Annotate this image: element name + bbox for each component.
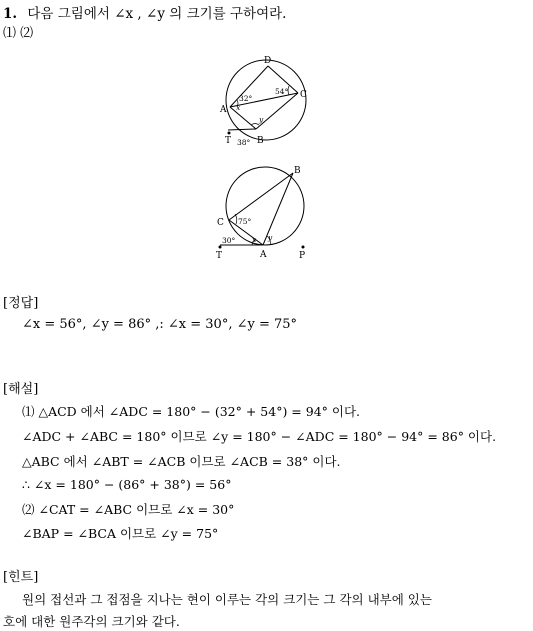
label-t: T <box>216 251 223 261</box>
problem-number: 1. <box>3 6 18 22</box>
explanation-line: ⑴ △ACD 에서 ∠ADC = 180° − (32° + 54°) = 94° 이다. <box>22 404 360 419</box>
label-t: T <box>225 136 232 146</box>
label-y: y <box>259 115 264 124</box>
label-x: x <box>236 103 241 112</box>
hint-header: [힌트] <box>3 570 39 585</box>
hint-line-2: 호에 대한 원주각의 크기와 같다. <box>3 614 180 629</box>
point-p <box>302 246 305 249</box>
figure-1-diagram <box>215 50 315 155</box>
explanation-line: ∠BAP = ∠BCA 이므로 ∠y = 75° <box>22 526 219 541</box>
figure-2-diagram <box>210 160 315 265</box>
angle-54: 54° <box>275 87 289 96</box>
figure-2-circle <box>226 167 304 245</box>
label-b: B <box>294 166 301 176</box>
problem-heading <box>3 2 286 22</box>
point-t <box>219 246 222 249</box>
explanation-line: ∴ ∠x = 180° − (86° + 38°) = 56° <box>22 477 232 492</box>
explanation-header: [해설] <box>3 382 39 397</box>
label-p: P <box>299 251 306 261</box>
label-c: C <box>300 90 307 100</box>
explanation-line: ⑵ ∠CAT = ∠ABC 이므로 ∠x = 30° <box>22 502 235 517</box>
explanation-line: △ABC 에서 ∠ABT = ∠ACB 이므로 ∠ACB = 38° 이다. <box>22 454 341 469</box>
angle-32: 32° <box>239 94 253 103</box>
hint-line-1: 원의 접선과 그 접점을 지나는 현이 이루는 각의 크기는 그 각의 내부에 있는 <box>22 592 432 607</box>
chord-ab <box>230 107 256 129</box>
label-d: D <box>264 56 272 66</box>
angle-30: 30° <box>222 236 236 245</box>
problem-statement: 다음 그림에서 ∠x , ∠y 의 크기를 구하여라. <box>27 6 287 22</box>
label-x: x <box>252 235 257 244</box>
label-y: y <box>268 233 273 242</box>
label-c: C <box>217 218 224 228</box>
label-b: B <box>257 136 264 146</box>
angle-75: 75° <box>238 217 252 226</box>
label-a: A <box>260 250 267 260</box>
explanation-line: ∠ADC + ∠ABC = 180° 이므로 ∠y = 180° − ∠ADC = 180° − 94° = 86° 이다. <box>22 429 497 444</box>
angle-38: 38° <box>237 138 251 147</box>
point-t <box>228 132 231 135</box>
tangent-at-b <box>228 129 256 130</box>
label-a: A <box>220 105 227 115</box>
answer-body: ∠x = 56°, ∠y = 86° ,: ∠x = 30°, ∠y = 75° <box>22 317 298 332</box>
answer-header: [정답] <box>3 296 39 311</box>
problem-parts: ⑴ ⑵ <box>3 26 34 41</box>
angle-arc-y <box>251 124 259 126</box>
